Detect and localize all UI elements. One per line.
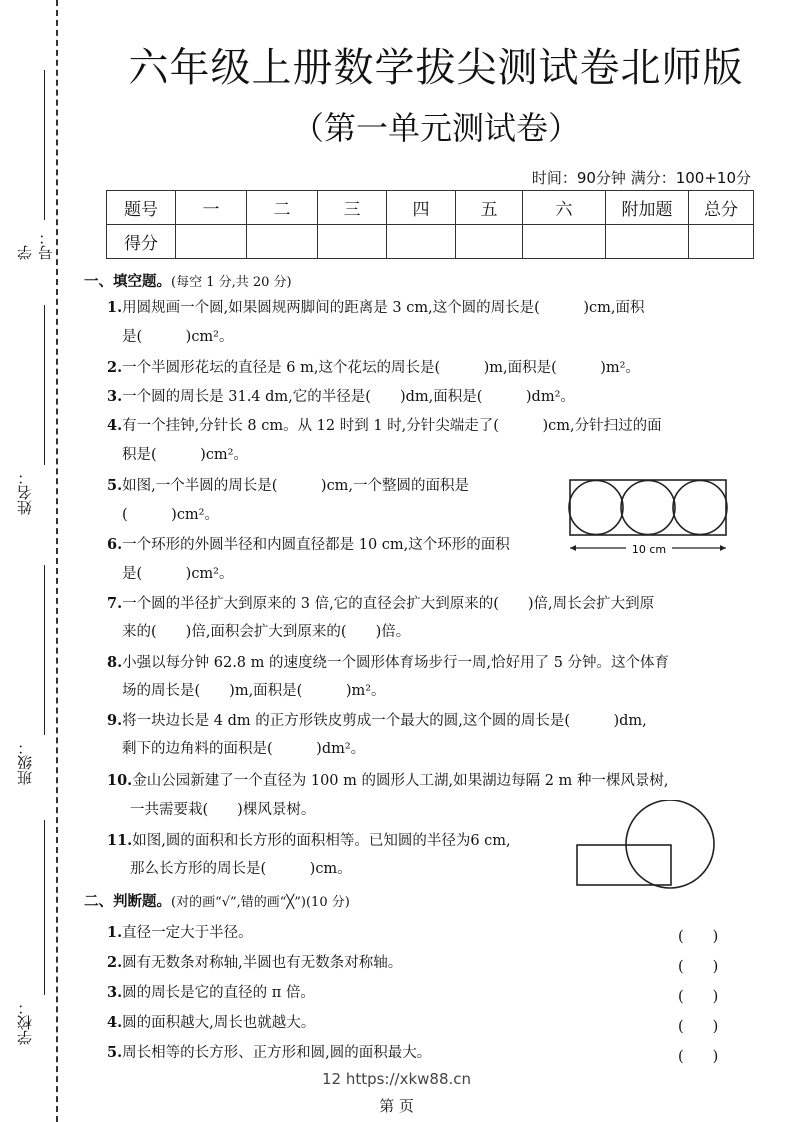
question-text: 一个半圆形花坛的直径是 6 m,这个花坛的周长是( )m,面积是( )m²。	[122, 360, 640, 376]
question-number: 10.	[107, 772, 133, 789]
student-number-rule	[44, 70, 45, 220]
question-2	[107, 353, 640, 383]
answer-paren[interactable]: ( )	[678, 1049, 719, 1065]
score-header-row	[107, 191, 754, 225]
question-8	[107, 648, 669, 678]
question-number: 7.	[107, 595, 123, 612]
question-9-cont: 剩下的边角料的面积是( )dm²。	[122, 741, 366, 757]
question-number: 6.	[107, 536, 123, 553]
student-number-field	[14, 60, 55, 260]
question-10	[107, 766, 669, 796]
question-7-cont: 来的( )倍,面积会扩大到原来的( )倍。	[122, 624, 411, 640]
section2-note: (对的画“√”,错的画“╳”)(10 分)	[171, 895, 350, 910]
question-6	[107, 530, 510, 560]
three-circles-figure	[564, 476, 734, 566]
school-label: 学校：	[16, 1000, 34, 1045]
question-number: 4.	[107, 417, 123, 434]
question-number: 2.	[107, 954, 123, 971]
page-number: 第 页	[379, 1097, 414, 1115]
score-header-cell: 五	[456, 191, 523, 225]
figure-circle-1	[569, 481, 623, 535]
question-text: 如图,一个半圆的周长是( )cm,一个整圆的面积是	[122, 478, 470, 494]
score-cell[interactable]	[689, 225, 754, 259]
question-5	[107, 471, 469, 501]
student-name-field	[14, 305, 50, 515]
question-1	[107, 293, 644, 323]
footer-url: 12 https://xkw88.cn	[321, 1070, 472, 1088]
score-header-cell: 总分	[689, 191, 754, 225]
section1-title: 一、填空题。	[84, 274, 171, 290]
judge-item-2	[107, 948, 402, 978]
score-header-cell: 四	[387, 191, 456, 225]
score-table	[106, 190, 754, 259]
student-number-label: 学号：	[16, 230, 55, 260]
page-subtitle: （第一单元测试卷）	[291, 109, 580, 147]
answer-paren[interactable]: ( )	[678, 989, 719, 1005]
score-header-cell: 一	[176, 191, 247, 225]
score-row-label: 得分	[107, 225, 176, 259]
question-text: 圆有无数条对称轴,半圆也有无数条对称轴。	[122, 955, 403, 971]
question-text: 一个环形的外圆半径和内圆直径都是 10 cm,这个环形的面积	[122, 537, 510, 553]
question-text: 直径一定大于半径。	[122, 925, 253, 941]
question-text: 小强以每分钟 62.8 m 的速度绕一个圆形体育场步行一周,恰好用了 5 分钟。这个体育	[122, 655, 670, 671]
exam-meta: 时间：90分钟 满分：100+10分	[531, 169, 751, 187]
question-number: 11.	[107, 832, 133, 849]
score-header-cell: 三	[318, 191, 387, 225]
judge-item-3	[107, 978, 315, 1008]
question-number: 4.	[107, 1014, 123, 1031]
score-header-cell: 六	[523, 191, 606, 225]
question-text: 一个圆的半径扩大到原来的 3 倍,它的直径会扩大到原来的( )倍,周长会扩大到原	[122, 596, 655, 612]
dimension-arrow-left	[570, 545, 576, 551]
question-text: 用圆规画一个圆,如果圆规两脚间的距离是 3 cm,这个圆的周长是( )cm,面积	[122, 300, 645, 316]
question-11	[107, 826, 511, 856]
section2-heading	[84, 890, 350, 911]
score-cell[interactable]	[247, 225, 318, 259]
question-8-cont: 场的周长是( )m,面积是( )m²。	[122, 683, 386, 699]
question-text: 圆的周长是它的直径的 π 倍。	[122, 985, 315, 1001]
school-field	[14, 820, 50, 1050]
question-4	[107, 411, 662, 441]
score-header-cell: 附加题	[606, 191, 689, 225]
figure-rectangle	[570, 480, 726, 535]
question-number: 9.	[107, 712, 123, 729]
class-rule	[44, 565, 45, 735]
class-label: 班级：	[16, 740, 34, 785]
question-10-cont: 一共需要栽( )棵风景树。	[130, 802, 316, 818]
question-3	[107, 382, 575, 412]
question-1-cont: 是( )cm²。	[122, 329, 234, 345]
question-text: 周长相等的长方形、正方形和圆,圆的面积最大。	[122, 1045, 432, 1061]
figure-rectangle	[577, 845, 671, 885]
question-7	[107, 589, 654, 619]
question-number: 8.	[107, 654, 123, 671]
score-cell[interactable]	[176, 225, 247, 259]
question-number: 1.	[107, 299, 123, 316]
score-value-row	[107, 225, 754, 259]
judge-item-4	[107, 1008, 315, 1038]
school-rule	[44, 820, 45, 995]
question-text: 一个圆的周长是 31.4 dm,它的半径是( )dm,面积是( )dm²。	[122, 389, 575, 405]
question-text: 金山公园新建了一个直径为 100 m 的圆形人工湖,如果湖边每隔 2 m 种一棵风景树,	[132, 773, 669, 789]
question-text: 将一块边长是 4 dm 的正方形铁皮剪成一个最大的圆,这个圆的周长是( )dm,	[122, 713, 647, 729]
question-9	[107, 706, 647, 736]
question-4-cont: 积是( )cm²。	[122, 447, 248, 463]
question-number: 5.	[107, 477, 123, 494]
score-cell[interactable]	[606, 225, 689, 259]
figure-circle-2	[621, 481, 675, 535]
judge-item-5	[107, 1038, 431, 1068]
answer-paren[interactable]: ( )	[678, 929, 719, 945]
section1-heading	[84, 270, 292, 291]
binding-cut-line	[56, 0, 58, 1122]
section1-note: (每空 1 分,共 20 分)	[171, 275, 292, 290]
section2-title: 二、判断题。	[84, 894, 171, 910]
score-cell[interactable]	[318, 225, 387, 259]
score-cell[interactable]	[523, 225, 606, 259]
judge-item-1	[107, 918, 253, 948]
dimension-label: 10 cm	[631, 543, 667, 556]
question-number: 2.	[107, 359, 123, 376]
question-6-cont: 是( )cm²。	[122, 566, 234, 582]
student-name-rule	[44, 305, 45, 465]
score-cell[interactable]	[456, 225, 523, 259]
question-text: 如图,圆的面积和长方形的面积相等。已知圆的半径为6 cm,	[132, 833, 511, 849]
score-cell[interactable]	[387, 225, 456, 259]
question-11-cont: 那么长方形的周长是( )cm。	[130, 861, 352, 877]
question-number: 1.	[107, 924, 123, 941]
question-number: 3.	[107, 388, 123, 405]
question-5-cont: ( )cm²。	[122, 507, 219, 523]
score-header-cell: 题号	[107, 191, 176, 225]
figure-circle-3	[673, 481, 727, 535]
answer-paren[interactable]: ( )	[678, 959, 719, 975]
dimension-arrow-right	[720, 545, 726, 551]
question-number: 5.	[107, 1044, 123, 1061]
answer-paren[interactable]: ( )	[678, 1019, 719, 1035]
question-text: 有一个挂钟,分针长 8 cm。从 12 时到 1 时,分针尖端走了( )cm,分针扫过的面	[122, 418, 662, 434]
figure-circle	[626, 800, 714, 888]
question-number: 3.	[107, 984, 123, 1001]
class-field	[14, 565, 50, 785]
student-name-label: 姓名：	[16, 470, 34, 515]
score-header-cell: 二	[247, 191, 318, 225]
question-text: 圆的面积越大,周长也就越大。	[122, 1015, 316, 1031]
page-title: 六年级上册数学拔尖测试卷北师版	[128, 45, 744, 91]
circle-rectangle-figure	[572, 800, 732, 892]
